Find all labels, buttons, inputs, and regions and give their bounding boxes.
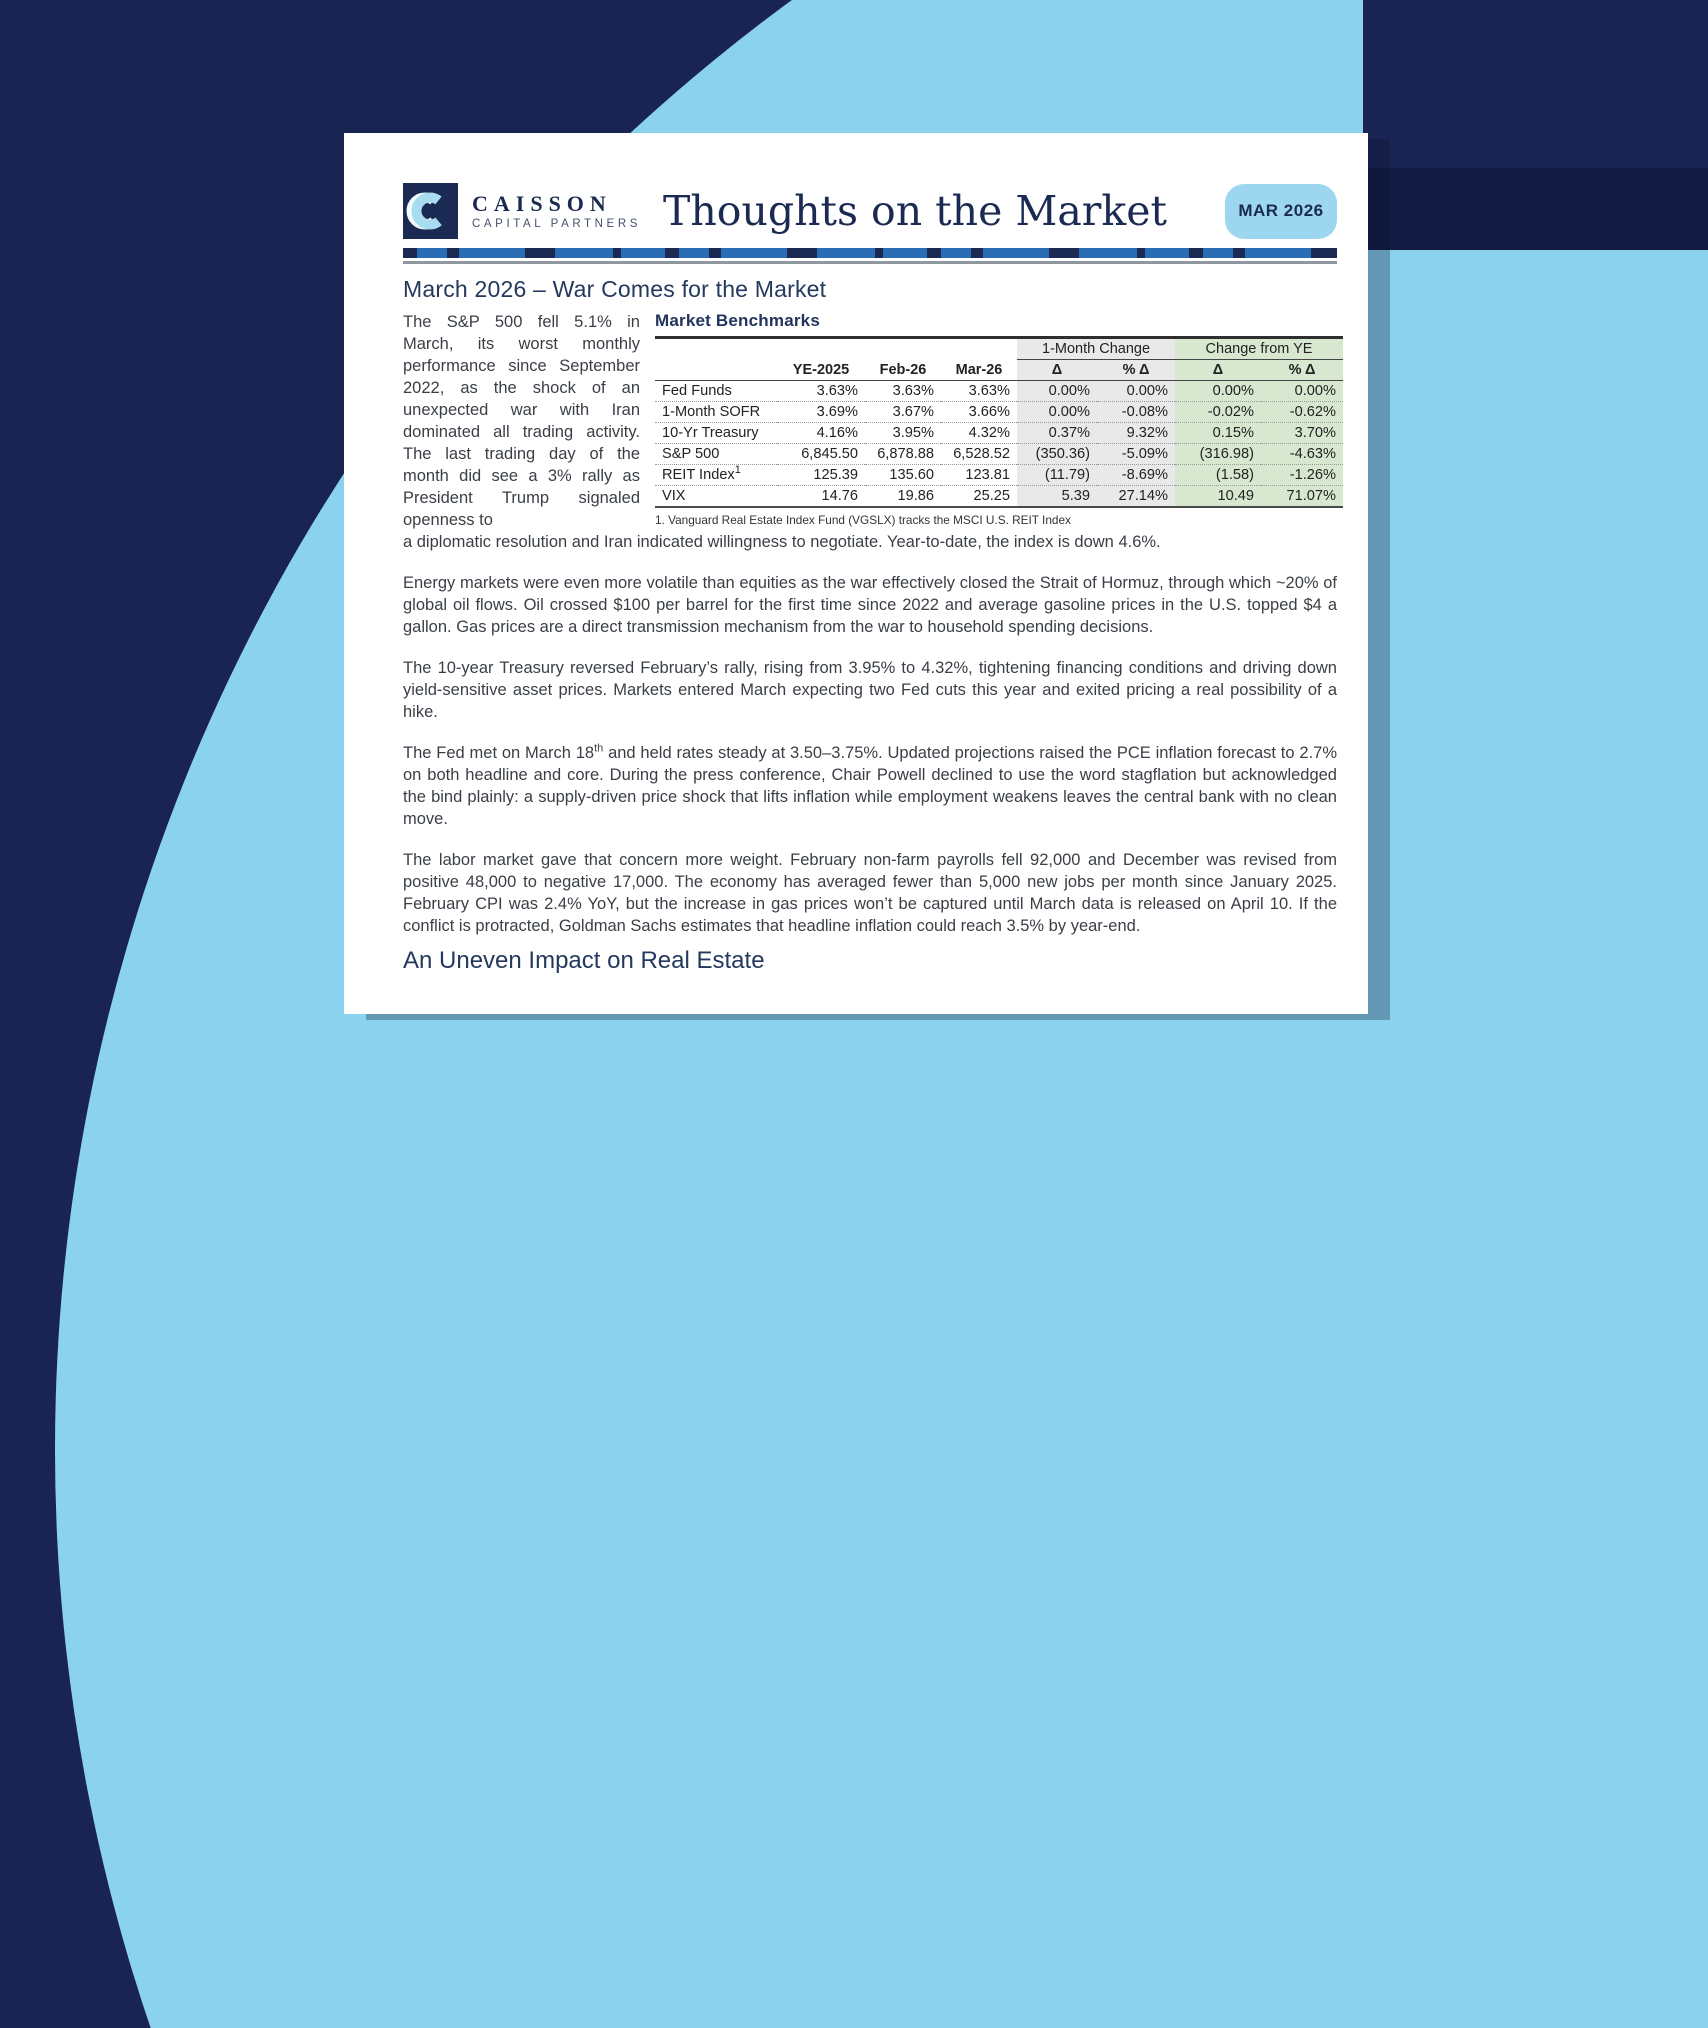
cell-value: -1.26% [1261,465,1343,486]
column-header: Δ [1017,360,1097,381]
table-row [655,381,1343,402]
next-section-heading: An Uneven Impact on Real Estate [403,947,765,974]
cell-value: 3.70% [1261,423,1343,444]
cell-value: 71.07% [1261,486,1343,508]
market-benchmarks-table [655,336,1343,508]
paragraph-fed-meeting: The Fed met on March 18th and held rates steady at 3.50–3.75%. Updated projections raised the PCE inflation forecast to 2.7% on both headline and core. During the press conference, Chair Powell declined to use the word stagflation but acknowledged the bind plainly: a supply-driven price shock that lifts inflation while employment weakens leaves the central bank with no clean move. [403,742,1337,828]
column-header: Feb-26 [865,360,941,381]
cell-value: -0.62% [1261,402,1343,423]
cell-value: 0.00% [1261,381,1343,402]
cell-value: 6,878.88 [865,444,941,465]
cell-value: (316.98) [1175,444,1261,465]
decorative-bar-grey-line [403,261,1337,264]
cell-value: -5.09% [1097,444,1175,465]
caisson-logo-icon [403,183,458,239]
column-header: Δ [1175,360,1261,381]
cell-value: (1.58) [1175,465,1261,486]
brand-name: CAISSON [472,191,612,217]
cell-value: 0.00% [1017,402,1097,423]
cell-value: 125.39 [777,465,865,486]
benchmarks-block [655,311,1343,531]
cell-value: 4.16% [777,423,865,444]
paragraph-energy-markets: Energy markets were even more volatile than equities as the war effectively closed the Strait of Hormuz, through which ~20% of global oil flows. Oil crossed $100 per barrel for the first time since 2022 and average gasoline prices in the U.S. topped $4 a gallon. Gas prices are a direct transmission mechanism from the war to household spending decisions. [403,574,1337,636]
cell-value: 135.60 [865,465,941,486]
table-group-header-row [655,338,1343,360]
background-dark-band [1363,168,1708,250]
cell-value: (11.79) [1017,465,1097,486]
cell-value: -4.63% [1261,444,1343,465]
paragraph-treasury: The 10-year Treasury reversed February’s rally, rising from 3.95% to 4.32%, tightening financing conditions and driving down yield-sensitive asset prices. Markets entered March expecting two Fed cuts this year and exited pricing a real possibility of a hike. [403,659,1337,721]
issue-date-badge: MAR 2026 [1225,184,1337,239]
cell-value: 4.32% [941,423,1017,444]
table-row [655,486,1343,508]
cell-value: 3.63% [941,381,1017,402]
cell-value: -8.69% [1097,465,1175,486]
table-row [655,444,1343,465]
cell-value: (350.36) [1017,444,1097,465]
brand-wordmark [472,192,641,229]
article-heading: March 2026 – War Comes for the Market [403,276,827,302]
cell-value: 3.95% [865,423,941,444]
cell-value: -0.02% [1175,402,1261,423]
cell-value: 3.63% [865,381,941,402]
column-header: YE-2025 [777,360,865,381]
superscript-th: th [594,742,604,755]
cell-value: 3.69% [777,402,865,423]
table-title: Market Benchmarks [655,311,820,330]
intro-section [403,311,1337,531]
cell-value: 5.39 [1017,486,1097,508]
row-label: VIX [662,488,686,504]
background-top-right [1363,0,1708,168]
group-header-change-from-ye: Change from YE [1175,338,1343,360]
cell-value: 10.49 [1175,486,1261,508]
table-footnote: 1. Vanguard Real Estate Index Fund (VGSLX) tracks the MSCI U.S. REIT Index [655,513,1071,527]
row-label: 10-Yr Treasury [655,423,777,444]
cell-value: 19.86 [897,488,934,504]
row-label: Fed Funds [655,381,777,402]
table-column-header-row [655,360,1343,381]
cell-value: 0.00% [1175,381,1261,402]
row-label: REIT Index$^1$ [655,465,777,486]
cell-value: 9.32% [1097,423,1175,444]
newsletter-page [344,133,1368,1014]
intro-paragraph-column: The S&P 500 fell 5.1% in March, its worst monthly performance since September 2022, as the shock of an unexpected war with Iran dominated all trading activity. The last trading day of the month did see a 3% rally as President Trump signaled openness to [403,313,640,529]
decorative-bar [403,248,1337,258]
cell-value: 25.25 [973,488,1010,504]
paragraph-1-continuation: a diplomatic resolution and Iran indicated willingness to negotiate. Year-to-date, the index is down 4.6%. [403,533,1161,551]
table-row [655,423,1343,444]
cell-value: 0.15% [1175,423,1261,444]
cell-value: 14.76 [821,488,858,504]
group-header-1-month-change: 1-Month Change [1017,338,1175,360]
newsletter-title: Thoughts on the Market [663,187,1167,235]
cell-value: 3.67% [865,402,941,423]
cell-value: 0.37% [1017,423,1097,444]
column-header: % Δ [1097,360,1175,381]
cell-value: 3.63% [777,381,865,402]
paragraph-labor-market: The labor market gave that concern more weight. February non-farm payrolls fell 92,000 and December was revised from positive 48,000 to negative 17,000. The economy has averaged fewer than 5,000 new jobs per month since January 2025. February CPI was 2.4% YoY, but the increase in gas prices won’t be captured until March data is released on April 10. If the conflict is protracted, Goldman Sachs estimates that headline inflation could reach 3.5% by year-end. [403,851,1337,935]
cell-value: 0.00% [1097,381,1175,402]
cell-value: -0.08% [1097,402,1175,423]
cell-value: 6,845.50 [777,444,865,465]
cell-value: 3.66% [941,402,1017,423]
masthead [403,183,1337,239]
column-header: Mar-26 [941,360,1017,381]
row-label: 1-Month SOFR [655,402,777,423]
column-header: % Δ [1261,360,1343,381]
cell-value: 27.14% [1097,486,1175,508]
table-row [655,402,1343,423]
table-row [655,465,1343,486]
cell-value: 123.81 [941,465,1017,486]
row-label: S&P 500 [655,444,777,465]
cell-value: 6,528.52 [941,444,1017,465]
brand-subtitle: CAPITAL PARTNERS [472,217,642,230]
cell-value: 0.00% [1017,381,1097,402]
